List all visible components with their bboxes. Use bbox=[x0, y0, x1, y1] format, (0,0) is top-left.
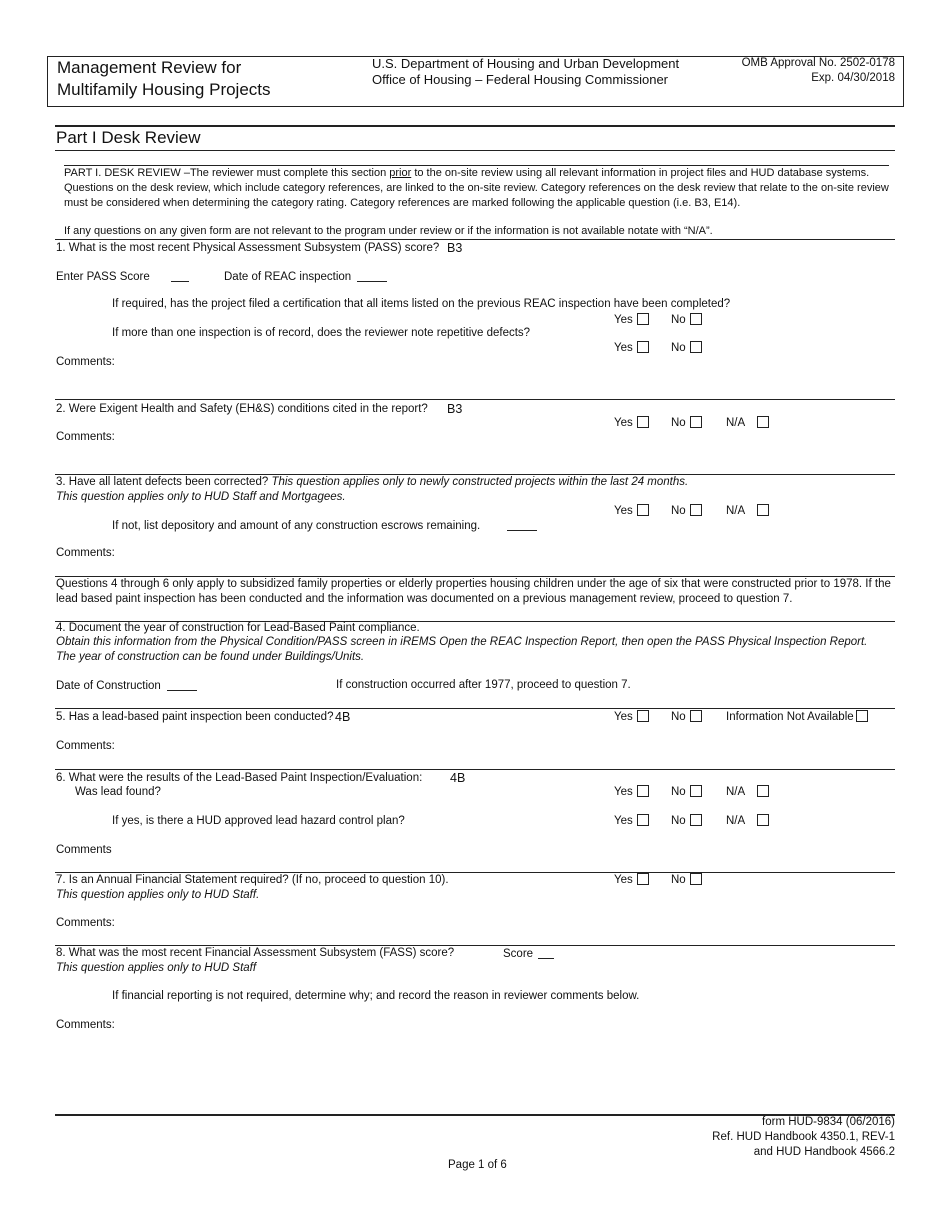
pass-score-input[interactable] bbox=[171, 269, 189, 282]
na-note: If any questions on any given form are not relevant to the program under review or if the information is not available notate with “N/A”. bbox=[64, 225, 713, 237]
q7-comments-label: Comments: bbox=[56, 917, 115, 929]
checkbox[interactable] bbox=[690, 313, 702, 325]
omb-approval: OMB Approval No. 2502-0178 bbox=[741, 57, 895, 69]
q1-ref: B3 bbox=[447, 241, 463, 255]
checkbox[interactable] bbox=[637, 785, 649, 797]
fass-score-label: Score bbox=[503, 948, 534, 960]
escrow-input[interactable] bbox=[507, 518, 537, 531]
q6-text: 6. What were the results of the Lead-Based Paint Inspection/Evaluation: bbox=[56, 772, 423, 784]
q8-note: This question applies only to HUD Staff bbox=[56, 962, 257, 974]
checkbox[interactable] bbox=[757, 814, 769, 826]
q5-text: 5. Has a lead-based paint inspection been conducted? bbox=[56, 711, 334, 723]
checkbox[interactable] bbox=[690, 416, 702, 428]
construction-date-field bbox=[56, 678, 197, 694]
q3-note: This question applies only to newly constructed projects within the last 24 months. bbox=[271, 476, 689, 488]
q7-yes[interactable] bbox=[614, 873, 649, 888]
form-title-line1: Management Review for bbox=[57, 58, 242, 77]
intro-prior: prior bbox=[389, 167, 412, 179]
reac-date-field bbox=[224, 269, 387, 285]
q7-no[interactable] bbox=[671, 873, 702, 888]
q2-ref: B3 bbox=[447, 402, 463, 416]
fass-score-field bbox=[503, 946, 554, 962]
q7-note: This question applies only to HUD Staff. bbox=[56, 889, 260, 901]
na-label: N/A bbox=[726, 786, 746, 798]
q1-comments-label: Comments: bbox=[56, 356, 115, 368]
checkbox[interactable] bbox=[637, 504, 649, 516]
fass-score-input[interactable] bbox=[538, 946, 554, 959]
q6-sub1-text: Was lead found? bbox=[75, 786, 161, 798]
no-label: No bbox=[671, 342, 686, 354]
construction-date-input[interactable] bbox=[167, 678, 197, 691]
checkbox[interactable] bbox=[757, 416, 769, 428]
footer-form-info bbox=[712, 1115, 895, 1160]
part-title: Part I Desk Review bbox=[56, 128, 201, 147]
q3-na[interactable] bbox=[726, 504, 769, 519]
q2-yes[interactable] bbox=[614, 416, 649, 431]
q6-sub1-no[interactable] bbox=[671, 785, 702, 800]
page-number: Page 1 of 6 bbox=[448, 1159, 507, 1171]
intro-text: –The reviewer must complete this section bbox=[180, 167, 390, 179]
checkbox[interactable] bbox=[637, 814, 649, 826]
q5-ref: 4B bbox=[335, 710, 351, 724]
q7-text: 7. Is an Annual Financial Statement required? (If no, proceed to question 10). bbox=[56, 874, 449, 886]
q6-comments-label: Comments bbox=[56, 844, 112, 856]
checkbox[interactable] bbox=[690, 504, 702, 516]
department bbox=[372, 56, 679, 88]
checkbox[interactable] bbox=[637, 873, 649, 885]
q3-question: 3. Have all latent defects been corrected? bbox=[56, 476, 272, 488]
q6-ref: 4B bbox=[450, 771, 466, 785]
construction-date-label: Date of Construction bbox=[56, 680, 161, 692]
q6-sub2-text: If yes, is there a HUD approved lead hazard control plan? bbox=[112, 815, 405, 827]
q6-sub1-na[interactable] bbox=[726, 785, 769, 800]
pass-score-field bbox=[56, 269, 189, 285]
lead-paint-note: Questions 4 through 6 only apply to subsidized family properties or elderly properties housing children under the age of six that were constructed prior to 1978. If the lead based paint inspection has been conducted and the information was documented on a previous management review, proceed to question 7. bbox=[56, 578, 891, 605]
no-label: No bbox=[671, 815, 686, 827]
checkbox[interactable] bbox=[690, 785, 702, 797]
q1-sub1-no[interactable] bbox=[671, 313, 702, 328]
q8-text: 8. What was the most recent Financial Assessment Subsystem (FASS) score? bbox=[56, 947, 455, 959]
q1-sub2-text: If more than one inspection is of record, does the reviewer note repetitive defects? bbox=[112, 327, 531, 339]
checkbox[interactable] bbox=[637, 313, 649, 325]
q4-note2: The year of construction can be found under Buildings/Units. bbox=[56, 651, 365, 663]
form-number: form HUD-9834 (06/2016) bbox=[762, 1116, 895, 1128]
yes-label: Yes bbox=[614, 711, 633, 723]
reac-date-label: Date of REAC inspection bbox=[224, 271, 352, 283]
q4-after-note: If construction occurred after 1977, proceed to question 7. bbox=[336, 679, 631, 691]
q4-text: 4. Document the year of construction for Lead-Based Paint compliance. bbox=[56, 622, 420, 634]
no-label: No bbox=[671, 786, 686, 798]
checkbox[interactable] bbox=[690, 814, 702, 826]
checkbox[interactable] bbox=[637, 341, 649, 353]
pass-score-label: Enter PASS Score bbox=[56, 271, 150, 283]
na-label: N/A bbox=[726, 505, 746, 517]
yes-label: Yes bbox=[614, 505, 633, 517]
divider bbox=[55, 150, 895, 151]
q4-note1: Obtain this information from the Physical Condition/PASS screen in iREMS Open the REAC Inspection Report, then open the PASS Physical Inspection Report. bbox=[56, 636, 868, 648]
q6-sub2-yes[interactable] bbox=[614, 814, 649, 829]
na-label: N/A bbox=[726, 815, 746, 827]
q8-comments-label: Comments: bbox=[56, 1019, 115, 1031]
divider bbox=[55, 708, 895, 709]
q5-no[interactable] bbox=[671, 710, 702, 725]
yes-label: Yes bbox=[614, 314, 633, 326]
no-label: No bbox=[671, 711, 686, 723]
q1-sub2-no[interactable] bbox=[671, 341, 702, 356]
yes-label: Yes bbox=[614, 815, 633, 827]
checkbox[interactable] bbox=[637, 710, 649, 722]
q3-sub bbox=[112, 518, 537, 534]
q1-sub2-yes[interactable] bbox=[614, 341, 649, 356]
q3-no[interactable] bbox=[671, 504, 702, 519]
omb-expiration: Exp. 04/30/2018 bbox=[811, 72, 895, 84]
q6-sub2-no[interactable] bbox=[671, 814, 702, 829]
q6-sub2-na[interactable] bbox=[726, 814, 769, 829]
divider bbox=[55, 769, 895, 770]
q5-comments-label: Comments: bbox=[56, 740, 115, 752]
no-label: No bbox=[671, 417, 686, 429]
q1-text: 1. What is the most recent Physical Assessment Subsystem (PASS) score? bbox=[56, 242, 440, 254]
q2-text: 2. Were Exigent Health and Safety (EH&S) conditions cited in the report? bbox=[56, 403, 428, 415]
intro-paragraph bbox=[64, 166, 890, 211]
q8-sub: If financial reporting is not required, determine why; and record the reason in reviewer comments below. bbox=[112, 990, 640, 1002]
na-label: N/A bbox=[726, 417, 746, 429]
checkbox[interactable] bbox=[690, 873, 702, 885]
q3-text bbox=[56, 475, 688, 490]
form-title bbox=[57, 57, 271, 101]
q5-info-na[interactable] bbox=[726, 710, 868, 725]
yes-label: Yes bbox=[614, 417, 633, 429]
intro-lead: PART I. DESK REVIEW bbox=[64, 167, 181, 179]
info-na-label: Information Not Available bbox=[726, 711, 854, 723]
form-title-line2: Multifamily Housing Projects bbox=[57, 80, 271, 99]
q5-yes[interactable] bbox=[614, 710, 649, 725]
checkbox[interactable] bbox=[757, 785, 769, 797]
checkbox[interactable] bbox=[690, 710, 702, 722]
q3-yes[interactable] bbox=[614, 504, 649, 519]
omb-info bbox=[742, 56, 895, 86]
handbook-ref2: and HUD Handbook 4566.2 bbox=[753, 1146, 895, 1158]
checkbox[interactable] bbox=[856, 710, 868, 722]
no-label: No bbox=[671, 505, 686, 517]
q2-na[interactable] bbox=[726, 416, 769, 431]
yes-label: Yes bbox=[614, 342, 633, 354]
no-label: No bbox=[671, 314, 686, 326]
department-line1: U.S. Department of Housing and Urban Development bbox=[372, 56, 680, 71]
intro-text: to the on-site review using all relevant information in project files and HUD database systems. Questions on the desk review, which include category references, are linked to the on-site review. Category references on the desk review that relate to the on-site review must be considered when determining the category rating. Category references are marked following the applicable question (i.e. B3, E14). bbox=[64, 167, 889, 209]
no-label: No bbox=[671, 874, 686, 886]
checkbox[interactable] bbox=[637, 416, 649, 428]
q2-comments-label: Comments: bbox=[56, 431, 115, 443]
q2-no[interactable] bbox=[671, 416, 702, 431]
divider bbox=[55, 239, 895, 240]
department-line2: Office of Housing – Federal Housing Commissioner bbox=[372, 72, 669, 87]
handbook-ref1: Ref. HUD Handbook 4350.1, REV-1 bbox=[712, 1131, 895, 1143]
q1-sub1-yes[interactable] bbox=[614, 313, 649, 328]
divider bbox=[55, 399, 895, 400]
checkbox[interactable] bbox=[690, 341, 702, 353]
q6-sub1-yes[interactable] bbox=[614, 785, 649, 800]
q3-sub-text: If not, list depository and amount of any construction escrows remaining. bbox=[112, 520, 481, 532]
q3-comments-label: Comments: bbox=[56, 547, 115, 559]
q3-note2: This question applies only to HUD Staff and Mortgagees. bbox=[56, 491, 346, 503]
reac-date-input[interactable] bbox=[357, 269, 387, 282]
checkbox[interactable] bbox=[757, 504, 769, 516]
q1-sub1-text: If required, has the project filed a certification that all items listed on the previous REAC inspection have been completed? bbox=[112, 298, 731, 310]
yes-label: Yes bbox=[614, 874, 633, 886]
yes-label: Yes bbox=[614, 786, 633, 798]
